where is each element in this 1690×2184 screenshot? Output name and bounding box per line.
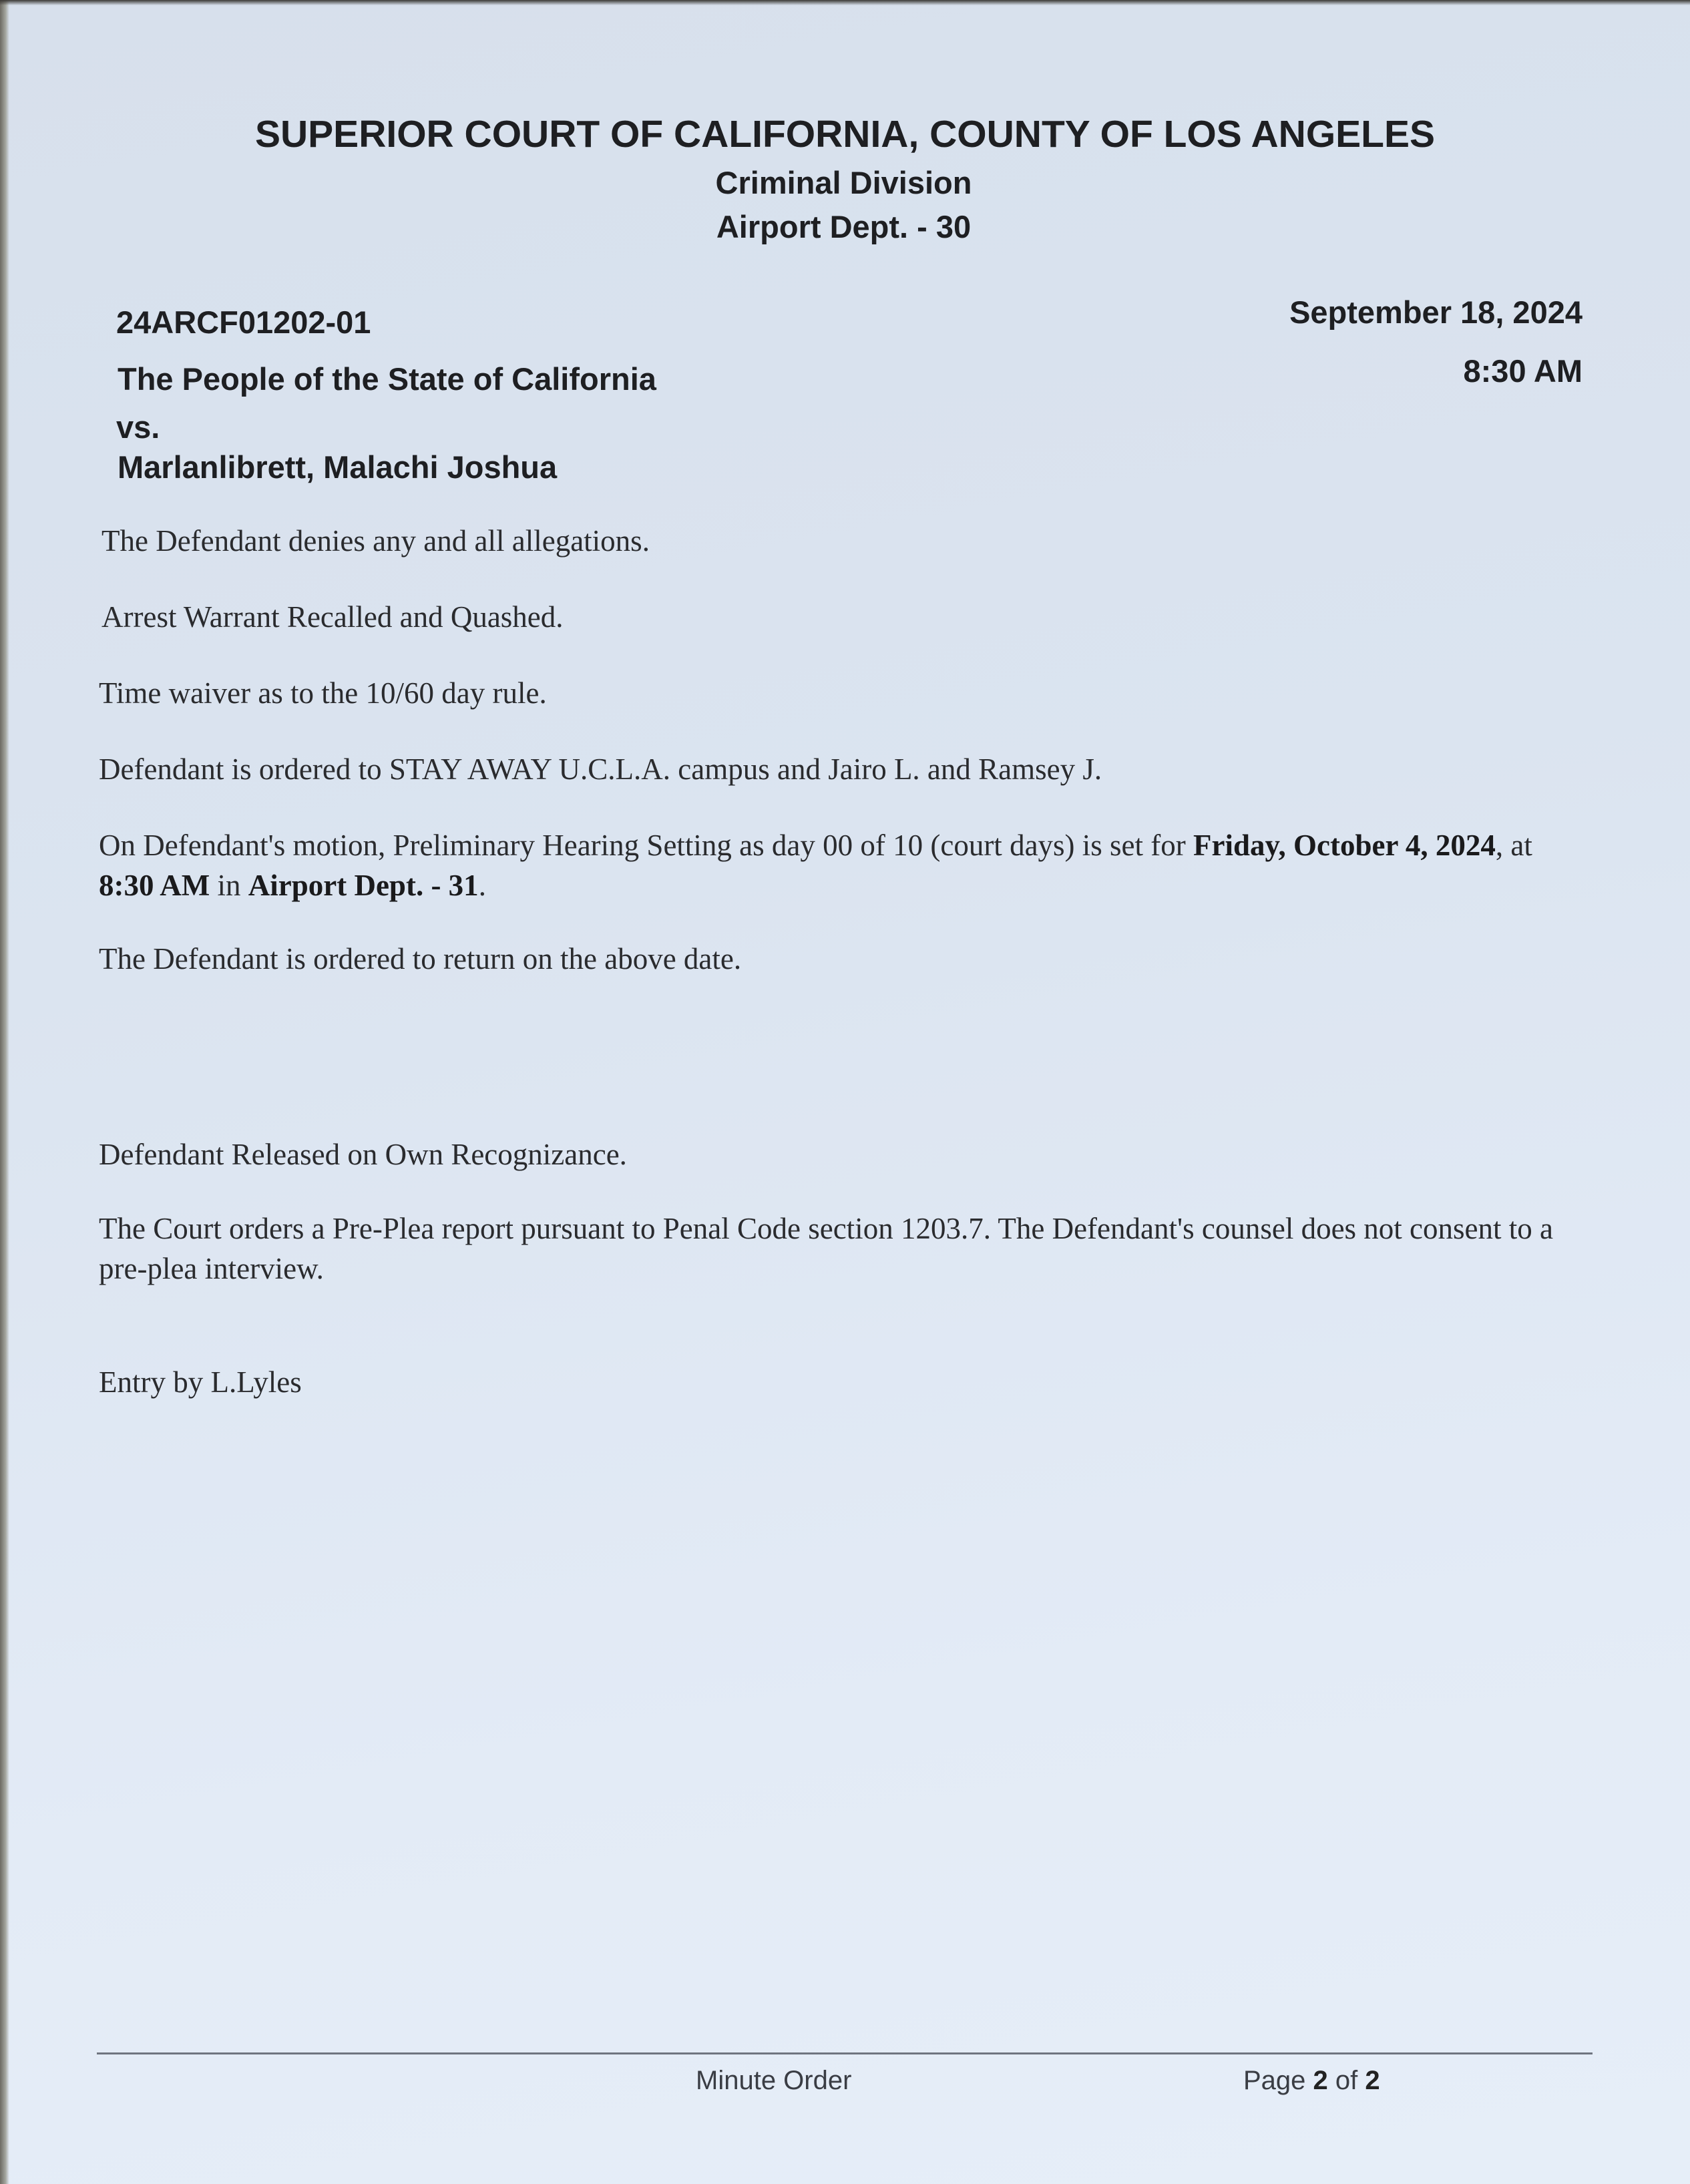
entry-pre-plea: The Court orders a Pre-Plea report pursuant to Penal Code section 1203.7. The Defendant's counsel does not consent to a pre-plea interview. [99, 1212, 1553, 1285]
department-title: Airport Dept. - 30 [716, 209, 972, 244]
entry-denial: The Defendant denies any and all allegations. [101, 524, 650, 558]
entry-time-waiver: Time waiver as to the 10/60 day rule. [99, 676, 547, 710]
entry-hearing [99, 825, 1588, 905]
hearing-at: , at [1495, 829, 1532, 862]
footer-label: Minute Order [696, 2066, 852, 2095]
division-title: Criminal Division [715, 165, 972, 200]
plaintiff-name: The People of the State of California [118, 361, 656, 397]
hearing-in: in [210, 869, 248, 902]
page-of: of [1327, 2066, 1365, 2095]
hearing-end: . [478, 869, 486, 902]
entry-stay-away: Defendant is ordered to STAY AWAY U.C.L.A. campus and Jairo L. and Ramsey J. [99, 752, 1102, 786]
page-edge-shadow [0, 0, 9, 2184]
page-total: 2 [1365, 2066, 1380, 2095]
entry-warrant: Arrest Warrant Recalled and Quashed. [101, 600, 564, 634]
hearing-date: September 18, 2024 [1289, 294, 1582, 330]
page-top-shadow [0, 0, 1690, 5]
page-word: Page [1243, 2066, 1313, 2095]
entry-by: Entry by L.Lyles [99, 1365, 302, 1399]
hearing-set-date: Friday, October 4, 2024 [1193, 829, 1496, 862]
hearing-set-time: 8:30 AM [99, 869, 210, 902]
hearing-set-dept: Airport Dept. - 31 [248, 869, 479, 902]
versus-label: vs. [116, 409, 160, 445]
court-title: SUPERIOR COURT OF CALIFORNIA, COUNTY OF LOS ANGELES [254, 113, 1436, 156]
page-current: 2 [1313, 2066, 1328, 2095]
hearing-time: 8:30 AM [1463, 353, 1582, 389]
entry-release: Defendant Released on Own Recognizance. [99, 1138, 627, 1171]
page-number [1243, 2066, 1380, 2096]
entry-return: The Defendant is ordered to return on the above date. [99, 942, 742, 975]
defendant-name: Marlanlibrett, Malachi Joshua [118, 449, 558, 485]
footer-divider [97, 2052, 1593, 2054]
hearing-intro: On Defendant's motion, Preliminary Hearing Setting as day 00 of 10 (court days) is set for [99, 829, 1194, 862]
case-number: 24ARCF01202-01 [116, 304, 371, 340]
